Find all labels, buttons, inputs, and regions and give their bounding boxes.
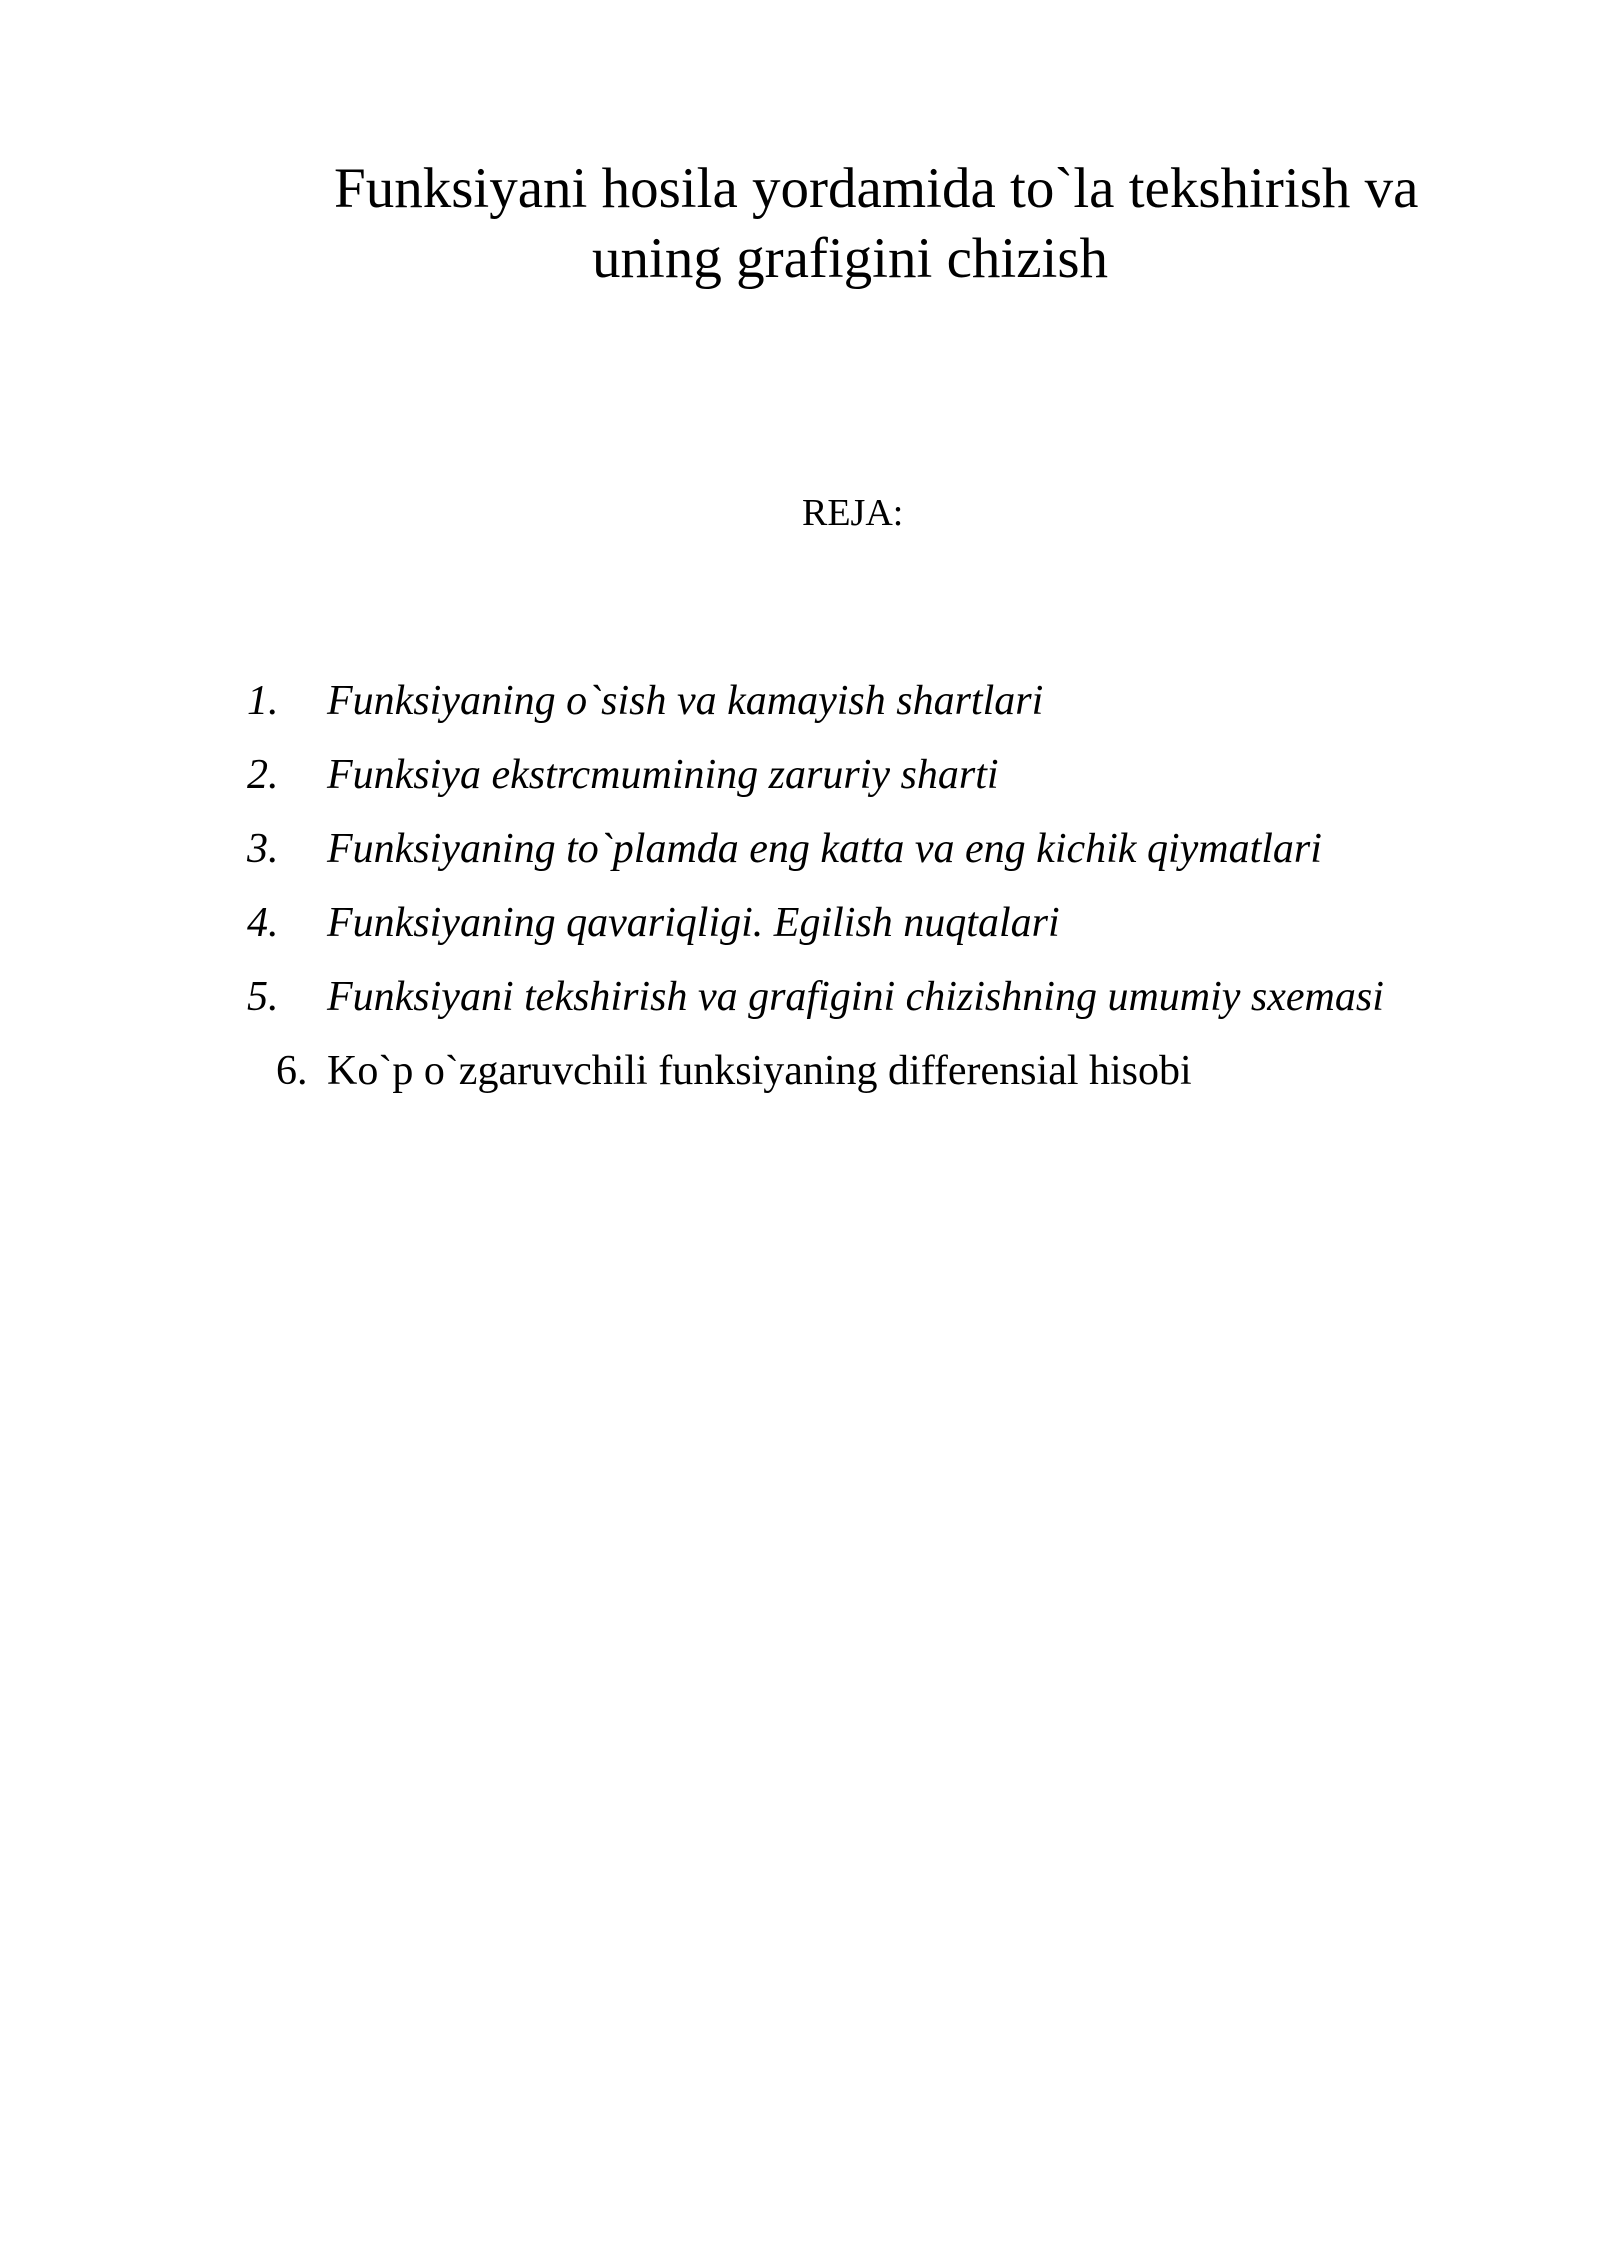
plan-item-text: Funksiyaning o`sish va kamayish shartlari — [327, 678, 1044, 724]
plan-item-number: 5. — [247, 974, 279, 1020]
plan-item-text: Funksiyaning to`plamda eng katta va eng kichik qiymatlari — [327, 826, 1322, 872]
plan-item-text: Ko`p o`zgaruvchili funksiyaning differensial hisobi — [327, 1048, 1192, 1094]
plan-heading: REJA: — [802, 492, 904, 534]
document-title-line-2: uning grafigini chizish — [592, 227, 1109, 290]
plan-item-number: 3. — [247, 826, 279, 872]
plan-item-number: 4. — [247, 900, 279, 946]
plan-item-number: 6. — [276, 1048, 308, 1094]
plan-item-text: Funksiyani tekshirish va grafigini chizishning umumiy sxemasi — [327, 974, 1384, 1020]
plan-item-number: 2. — [247, 752, 279, 798]
plan-item-text: Funksiyaning qavariqligi. Egilish nuqtalari — [327, 900, 1060, 946]
plan-item-number: 1. — [247, 678, 279, 724]
plan-item-text: Funksiya ekstrcmumining zaruriy sharti — [327, 752, 999, 798]
document-title-line-1: Funksiyani hosila yordamida to`la tekshirish va — [334, 157, 1419, 220]
